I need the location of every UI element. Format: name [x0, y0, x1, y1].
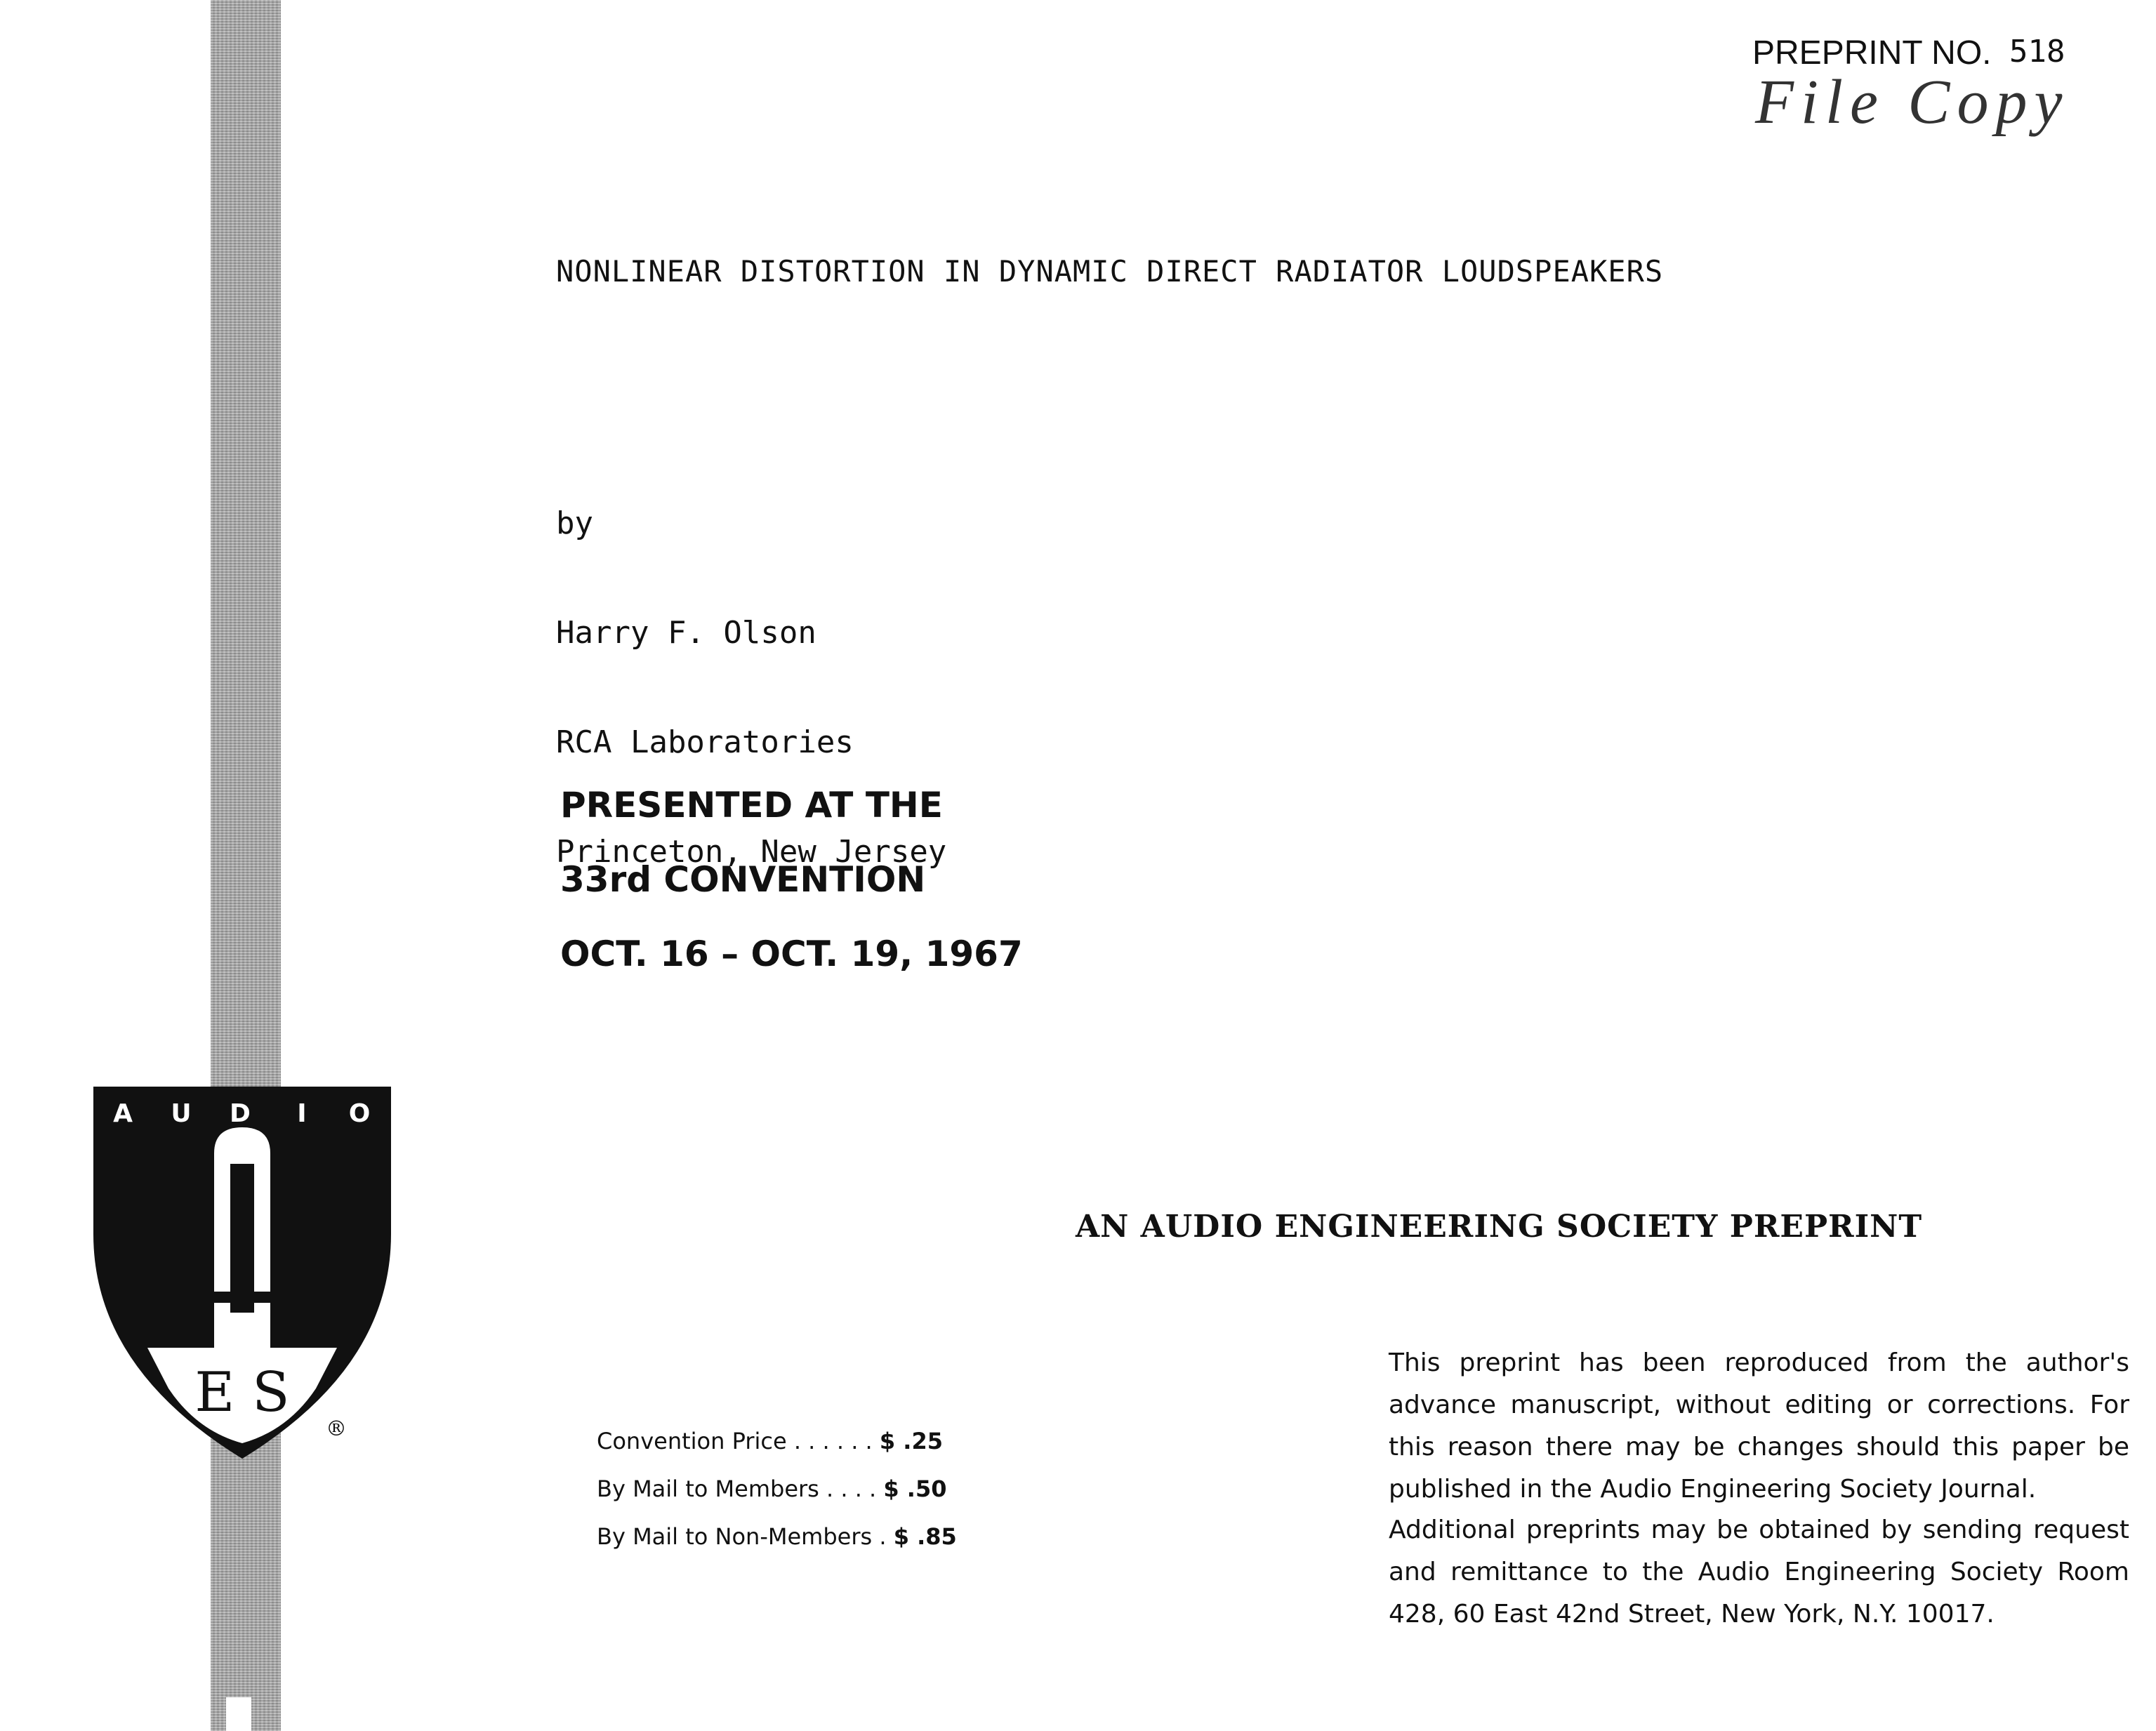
by-label: by — [556, 505, 593, 541]
price-row-non-members — [597, 1523, 957, 1550]
logo-a-crossbar — [214, 1292, 270, 1303]
society-heading: AN AUDIO ENGINEERING SOCIETY PREPRINT — [1076, 1209, 1923, 1245]
price-value: $ .85 — [893, 1523, 957, 1550]
author-name: Harry F. Olson — [556, 615, 816, 651]
price-value: $ .50 — [883, 1475, 947, 1502]
logo-letter-u: U — [171, 1099, 192, 1128]
presented-line: PRESENTED AT THE — [560, 785, 943, 825]
price-row-convention — [597, 1428, 943, 1454]
price-dots: . . . . . . — [786, 1428, 880, 1454]
dates-line: OCT. 16 – OCT. 19, 1967 — [560, 934, 1023, 974]
price-dots: . . . . — [819, 1475, 884, 1502]
handwritten-file-copy: File Copy — [1755, 67, 2070, 137]
logo-letter-d: D — [230, 1099, 251, 1128]
logo-a-inner — [230, 1164, 254, 1313]
logo-es-text: E S — [194, 1361, 290, 1424]
logo-letter-o: O — [348, 1099, 371, 1128]
price-label: By Mail to Non-Members — [597, 1523, 873, 1550]
price-row-members — [597, 1475, 946, 1502]
price-dots: . — [872, 1523, 894, 1550]
price-label: Convention Price — [597, 1428, 787, 1454]
grey-vertical-stripe — [211, 0, 281, 1731]
notice-paragraph-reproduction: This preprint has been reproduced from the author's advance manuscript, without editing or corrections. For this reason there may be changes should this paper be published in the Audio Engineering Society Journal. — [1389, 1348, 2129, 1504]
price-value: $ .25 — [879, 1428, 943, 1454]
preprint-number: 518 — [2009, 34, 2065, 69]
stripe-notch — [226, 1697, 251, 1731]
preprint-label: PREPRINT NO. — [1752, 34, 1992, 72]
aes-logo — [91, 1087, 393, 1459]
convention-line: 33rd CONVENTION — [560, 859, 926, 900]
author-location: Princeton, New Jersey — [556, 834, 947, 870]
registered-mark: ® — [326, 1417, 347, 1441]
notice-paragraph-ordering: Additional preprints may be obtained by sending request and remittance to the Audio Engineering Society Room 428, 60 East 42nd Street, New York, N.Y. 10017. — [1389, 1516, 2129, 1629]
logo-letter-i: I — [297, 1099, 307, 1128]
paper-title: NONLINEAR DISTORTION IN DYNAMIC DIRECT RADIATOR LOUDSPEAKERS — [556, 254, 1664, 288]
logo-letter-a: A — [113, 1099, 133, 1128]
author-affiliation: RCA Laboratories — [556, 724, 854, 760]
price-label: By Mail to Members — [597, 1475, 819, 1502]
byline — [556, 432, 946, 907]
